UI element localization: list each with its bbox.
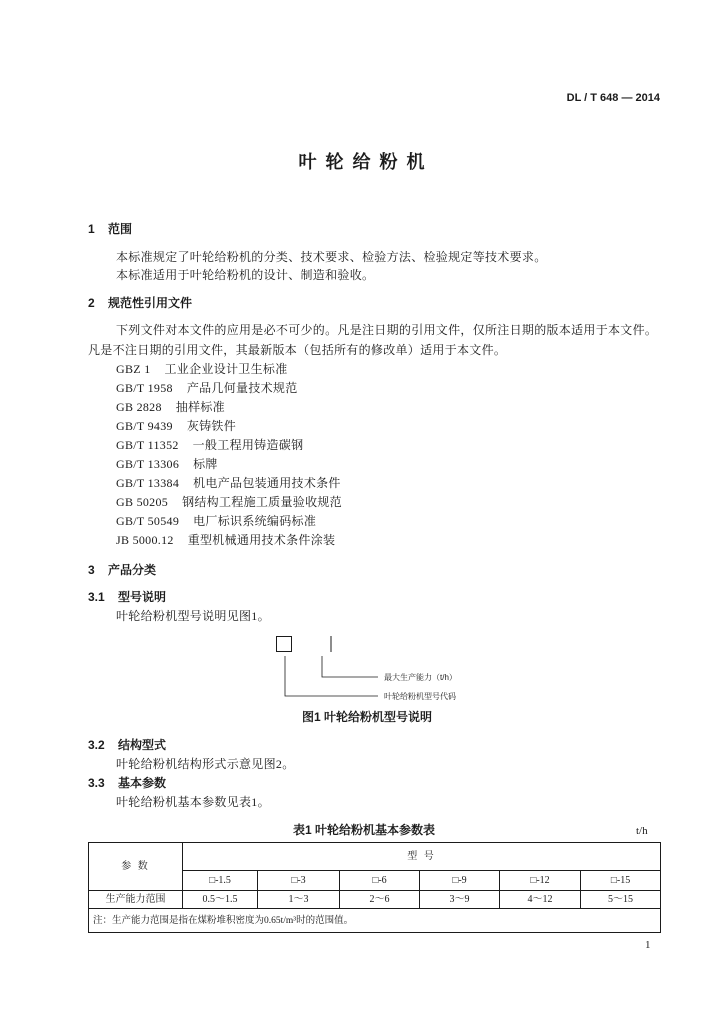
model-header-cell: 型 号 <box>183 843 661 871</box>
subsection-title: 型号说明 <box>118 590 167 604</box>
subsection-3-1-heading <box>88 590 166 604</box>
reference-item <box>116 400 342 419</box>
reference-title: 灰铸铁件 <box>186 419 237 433</box>
reference-code: GB/T 13306 <box>116 457 180 471</box>
value-cell: 1～3 <box>258 891 340 909</box>
figure-1-caption: 图1 叶轮给粉机型号说明 <box>302 710 433 724</box>
model-cell: □-1.5 <box>183 871 258 891</box>
section-3-heading <box>88 563 156 577</box>
reference-item <box>116 476 342 495</box>
page-number: 1 <box>645 939 651 951</box>
figure-1-model-diagram <box>260 628 490 706</box>
value-cell: 3～9 <box>420 891 500 909</box>
model-cell: □-9 <box>420 871 500 891</box>
reference-item <box>116 457 342 476</box>
value-cell: 2～6 <box>340 891 420 909</box>
reference-item <box>116 438 342 457</box>
section-title: 范围 <box>108 222 133 236</box>
reference-item <box>116 495 342 514</box>
reference-code: GB/T 11352 <box>116 438 179 452</box>
model-cell: □-15 <box>581 871 661 891</box>
subsection-number: 3.2 <box>88 738 105 752</box>
subsection-3-1-text: 叶轮给粉机型号说明见图1。 <box>116 609 270 623</box>
figure-1-capacity-label: 最大生产能力（t/h） <box>384 673 457 682</box>
table-note-row <box>89 909 661 933</box>
section-number: 1 <box>88 222 95 236</box>
section-1-paragraph: 本标准适用于叶轮给粉机的设计、制造和验收。 <box>116 268 375 282</box>
figure-1-code-label: 叶轮给粉机型号代码 <box>384 692 456 701</box>
subsection-3-2-heading <box>88 738 166 752</box>
table-row <box>89 891 661 909</box>
row-label-cell: 生产能力范围 <box>89 891 183 909</box>
figure-1-capacity-leader-line <box>322 656 378 677</box>
document-title: 叶 轮 给 粉 机 <box>298 152 427 172</box>
table-1-unit: t/h <box>636 825 648 837</box>
reference-item <box>116 362 342 381</box>
figure-1-model-code-box <box>277 637 292 652</box>
table-1-basic-parameters <box>88 842 661 933</box>
reference-title: 抽样标准 <box>175 400 225 414</box>
section-number: 2 <box>88 296 95 310</box>
reference-title: 重型机械通用技术条件涂装 <box>187 533 336 547</box>
value-cell: 4～12 <box>500 891 581 909</box>
reference-item <box>116 514 342 533</box>
value-cell: 0.5～1.5 <box>183 891 258 909</box>
reference-title: 钢结构工程施工质量验收规范 <box>182 495 342 509</box>
reference-code: GB 2828 <box>116 400 162 414</box>
section-2-intro-line: 下列文件对本文件的应用是必不可少的。凡是注日期的引用文件，仅所注日期的版本适用于本文件。 <box>116 323 658 337</box>
section-1-paragraph: 本标准规定了叶轮给粉机的分类、技术要求、检验方法、检验规定等技术要求。 <box>116 250 547 264</box>
reference-list <box>116 362 342 552</box>
section-2-heading <box>88 296 192 310</box>
reference-code: GBZ 1 <box>116 362 151 376</box>
model-cell: □-6 <box>340 871 420 891</box>
section-1-heading <box>88 222 132 236</box>
subsection-number: 3.3 <box>88 776 105 790</box>
document-code: DL / T 648 — 2014 <box>566 92 660 104</box>
value-cell: 5～15 <box>581 891 661 909</box>
reference-title: 产品几何量技术规范 <box>186 381 298 395</box>
figure-1-code-leader-line <box>285 656 378 696</box>
table-header-row <box>89 843 661 871</box>
subsection-number: 3.1 <box>88 590 105 604</box>
subsection-3-2-text: 叶轮给粉机结构形式示意见图2。 <box>116 757 295 771</box>
subsection-title: 基本参数 <box>118 776 167 790</box>
model-cell: □-12 <box>500 871 581 891</box>
reference-code: GB/T 50549 <box>116 514 180 528</box>
reference-code: GB/T 13384 <box>116 476 180 490</box>
subsection-title: 结构型式 <box>118 738 167 752</box>
table-note: 注：生产能力范围是指在煤粉堆积密度为0.65t/m³时的范围值。 <box>89 909 661 933</box>
reference-title: 标牌 <box>193 457 218 471</box>
reference-title: 一般工程用铸造碳钢 <box>192 438 304 452</box>
reference-item <box>116 533 342 552</box>
reference-code: GB 50205 <box>116 495 169 509</box>
reference-item <box>116 381 342 400</box>
section-title: 产品分类 <box>108 563 157 577</box>
section-title: 规范性引用文件 <box>108 296 193 310</box>
model-cell: □-3 <box>258 871 340 891</box>
section-number: 3 <box>88 563 95 577</box>
reference-title: 工业企业设计卫生标准 <box>164 362 288 376</box>
reference-title: 机电产品包装通用技术条件 <box>193 476 341 490</box>
param-header-cell: 参 数 <box>89 843 183 891</box>
subsection-3-3-text: 叶轮给粉机基本参数见表1。 <box>116 795 270 809</box>
reference-code: GB/T 1958 <box>116 381 173 395</box>
reference-item <box>116 419 342 438</box>
table-1-caption: 表1 叶轮给粉机基本参数表 <box>293 823 436 837</box>
reference-code: JB 5000.12 <box>116 533 174 547</box>
reference-code: GB/T 9439 <box>116 419 173 433</box>
subsection-3-3-heading <box>88 776 166 790</box>
reference-title: 电厂标识系统编码标准 <box>193 514 317 528</box>
section-2-intro-line: 凡是不注日期的引用文件，其最新版本（包括所有的修改单）适用于本文件。 <box>88 343 507 357</box>
